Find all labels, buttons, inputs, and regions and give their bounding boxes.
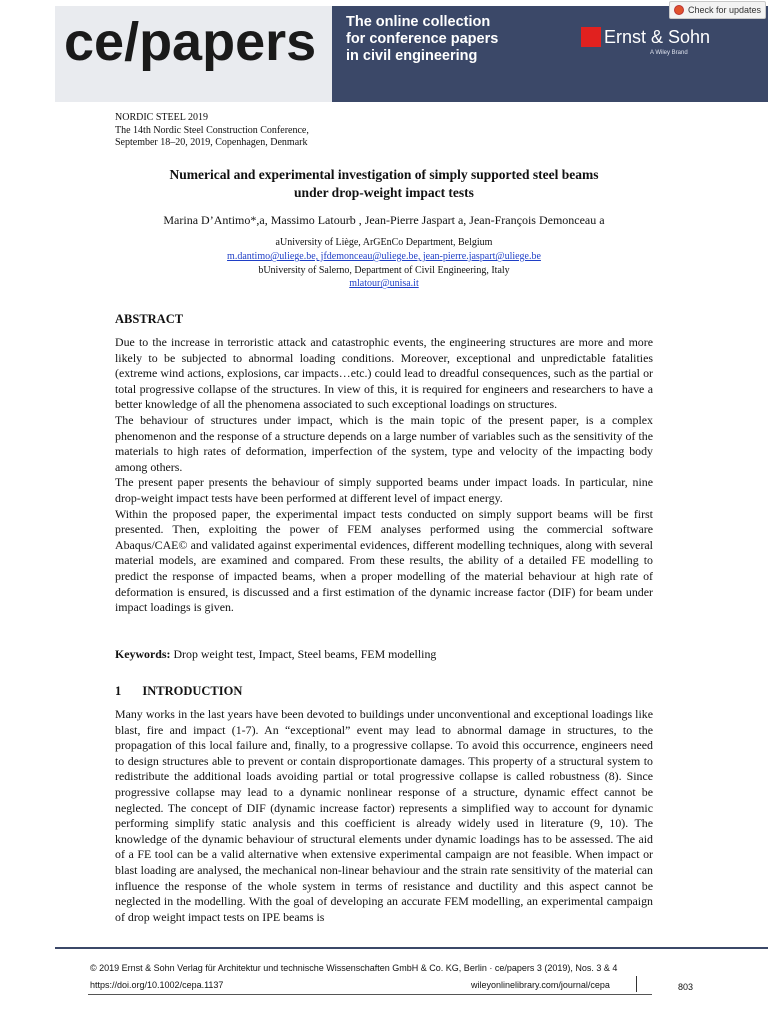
ce-papers-logo: ce/papers xyxy=(64,12,317,72)
affiliation-b: bUniversity of Salerno, Department of Civil Engineering, Italy xyxy=(258,265,510,276)
affiliation-a: aUniversity of Liège, ArGEnCo Department, Belgium xyxy=(275,237,493,248)
footer-page-separator xyxy=(636,976,637,992)
conference-date-location: September 18–20, 2019, Copenhagen, Denmark xyxy=(115,137,308,148)
affiliation-a-emails xyxy=(115,251,653,263)
abstract-heading: ABSTRACT xyxy=(115,312,184,326)
abstract-paragraph: Within the proposed paper, the experimental impact tests conducted on simply support beams will be first presented. Then, exploiting the power of FEM analyses performed using the commercial software Abaqus/CAE© and validated against experimental evidences, different modelling techniques, along with several material models, are examined and compared. From these results, the ability of a detailed FE modelling to predict the response of impacted beams, when a proper modelling of the material behaviour at high rate of deformation is ensured, is discussed and a first estimation of the dynamic increase factor (DIF) for beam under impact loadings is given. xyxy=(115,506,653,615)
check-for-updates-label: Check for updates xyxy=(688,5,762,15)
abstract-paragraph: The present paper presents the behaviour of simply supported beams under impact loads. In particular, nine drop-weight impact tests have been performed at different level of impact energy. xyxy=(115,475,653,505)
keywords xyxy=(115,647,653,663)
author-emails-link[interactable]: m.dantimo@uliege.be, jfdemonceau@uliege.be, jean-pierre.jaspart@uliege.be xyxy=(227,251,541,262)
paper-title-line-1: Numerical and experimental investigation of simply supported steel beams xyxy=(169,167,599,182)
section-number: 1 xyxy=(115,684,122,698)
abstract-paragraph: The behaviour of structures under impact, which is the main topic of the present paper, is a complex phenomenon and the response of a structure depends on a large number of variables such as the sensitivity of the materials to high rates of deformation, imperfection of the system, type and velocity of the impacting body among others. xyxy=(115,412,653,474)
publisher-logo-icon xyxy=(581,27,601,47)
tagline-line-1: The online collection xyxy=(346,14,491,30)
conference-name: NORDIC STEEL 2019 xyxy=(115,112,208,123)
introduction-body: Many works in the last years have been devoted to buildings under unconventional and exceptional loadings like blast, fire and impact (1-7). An “exceptional” event may lead to abnormal damage in structures, to the propagation of this local failure and, finally, to a progressive collapse. To avoid this occurrence, engineers need to design structures able to prevent or contain disproportionate damages. This property of a structural system to redistribute the additional loads avoiding partial or total progressive collapse is called robustness (8). Since progressive collapse may lead to a dynamic nonlinear response of a structure, dynamic effect cannot be neglected. The concept of DIF (dynamic increase factor) represents a simplified way to account for dynamic performing simplify static analysis and this coefficient is already widely used in literature (9, 10). The knowledge of the dynamic behaviour of structural elements under dynamic loadings has to be assessed. The aid of a FE tool can be a valid alternative when extensive experimental campaign are not feasible. When impact or blast loading are analysed, the mechanical non-linear behaviour and the strain rate sensitivity of the material can influence the response of the whole system in terms of resistance and ductility and this aspect cannot be neglected in the modelling. With the goal of developing an accurate FEM modelling, an experimental campaign of drop weight impact tests on IPE beams is xyxy=(115,707,653,924)
header-banner xyxy=(0,0,768,104)
affiliation-b-email xyxy=(115,278,653,290)
author-email-link[interactable]: mlatour@unisa.it xyxy=(349,278,419,289)
publisher-name: Ernst & Sohn xyxy=(604,27,711,47)
footer-doi-link[interactable]: https://doi.org/10.1002/cepa.1137 xyxy=(90,980,224,990)
section-title: INTRODUCTION xyxy=(142,684,243,698)
tagline-line-2: for conference papers xyxy=(346,31,499,47)
publisher-subtitle: A Wiley Brand xyxy=(650,50,688,56)
page-number: 803 xyxy=(678,982,694,992)
tagline xyxy=(346,14,576,65)
keywords-label: Keywords: xyxy=(115,647,171,661)
footer-divider xyxy=(55,947,768,949)
publisher-logo xyxy=(581,27,710,47)
paper-title xyxy=(118,166,650,202)
footer-copyright: © 2019 Ernst & Sohn Verlag für Architektur und technische Wissenschaften GmbH & Co. KG, Berlin · ce/papers 3 (2019), Nos. 3 & 4 xyxy=(90,963,618,973)
conference-full-name: The 14th Nordic Steel Construction Conference, xyxy=(115,124,309,136)
check-for-updates-icon xyxy=(674,5,684,15)
check-for-updates-button[interactable] xyxy=(669,1,766,19)
keywords-text: Drop weight test, Impact, Steel beams, FEM modelling xyxy=(170,647,437,661)
footer-rule xyxy=(88,994,652,995)
footer-journal-link[interactable]: wileyonlinelibrary.com/journal/cepa xyxy=(471,980,610,990)
abstract-body xyxy=(115,335,653,616)
paper-title-line-2: under drop-weight impact tests xyxy=(294,185,474,200)
tagline-line-3: in civil engineering xyxy=(346,48,478,64)
introduction-heading xyxy=(115,684,242,699)
paper-authors: Marina D’Antimo*,a, Massimo Latourb , Jean-Pierre Jaspart a, Jean-François Demonceau a xyxy=(163,213,605,227)
abstract-paragraph: Due to the increase in terroristic attack and catastrophic events, the engineering structures are more and more likely to be subjected to abnormal loading conditions. Moreover, exceptional and unpredictable fatalities (extreme wind actions, explosions, car impacts…etc.) could lead to dreadful consequences, such as the partial or total progressive collapse of the structures. In view of this, it is required for engineers and researchers to have a better knowledge of all the phenomena associated to such exceptional loadings on structures. xyxy=(115,335,653,412)
conference-info xyxy=(115,112,309,150)
